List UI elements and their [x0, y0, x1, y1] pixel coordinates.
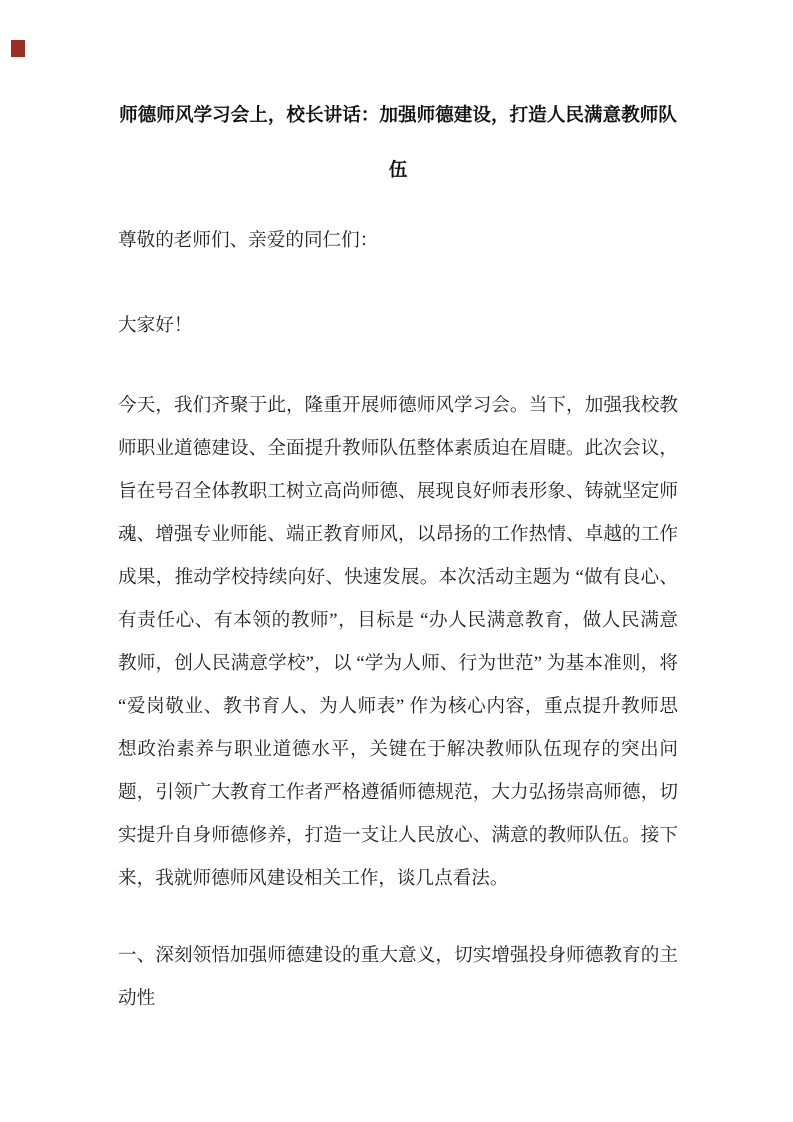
opening-paragraph: 今天，我们齐聚于此，隆重开展师德师风学习会。当下，加强我校教师职业道德建设、全面提升教师队伍整体素质迫在眉睫。此次会议，旨在号召全体教职工树立高尚师德、展现良好师表形象、铸就坚定师魂、增强专业师能、端正教育师风，以昂扬的工作热情、卓越的工作成果，推动学校持续向好、快速发展。本次活动主题为 “做有良心、有责任心、有本领的教师”，目标是 “办人民满意教育，做人民满意教师，创人民满意学校”，以 “学为人师、行为世范” 为基本准则，将 “爱岗敬业、教书育人、为人师表” 作为核心内容，重点提升教师思想政治素养与职业道德水平，关键在于解决教师队伍现存的突出问题，引领广大教育工作者严格遵循师德规范，大力弘扬崇高师德，切实提升自身师德修养，打造一支让人民放心、满意的教师队伍。接下来，我就师德师风建设相关工作，谈几点看法。 — [118, 395, 678, 889]
section-heading-1: 一、深刻领悟加强师德建设的重大意义，切实增强投身师德教育的主动性 — [118, 945, 678, 1009]
document-title: 师德师风学习会上，校长讲话：加强师德建设，打造人民满意教师队伍 — [119, 105, 677, 181]
greeting-line: 尊敬的老师们、亲爱的同仁们： — [118, 230, 379, 251]
corner-mark — [11, 40, 25, 57]
salutation-line: 大家好！ — [118, 315, 193, 336]
